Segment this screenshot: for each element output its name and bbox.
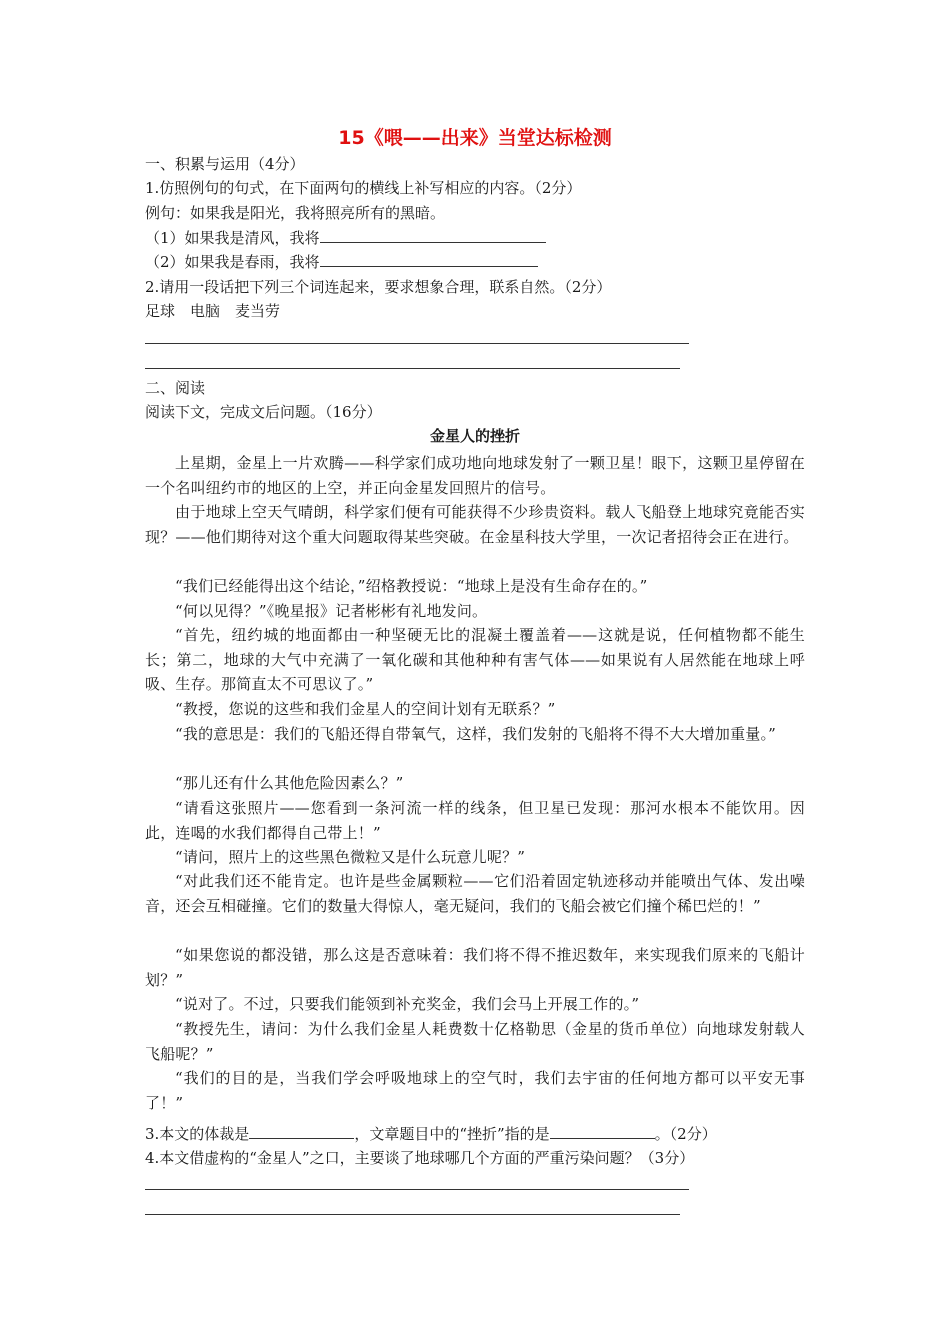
item-1 xyxy=(145,228,546,248)
story-paragraph: “我的意思是：我们的飞船还得自带氧气，这样，我们发射的飞船将不得不大大增加重量。” xyxy=(175,725,777,743)
question-3-part-a: 3.本文的体裁是 xyxy=(145,1125,250,1143)
story-paragraph: “请看这张照片——您看到一条河流一样的线条，但卫星已发现：那河水根本不能饮用。因此，连喝的水我们都得自己带上！” xyxy=(145,799,805,842)
story-paragraph: 上星期，金星上一片欢腾——科学家们成功地向地球发射了一颗卫星！眼下，这颗卫星停留在一个名叫纽约市的地区的上空，并正向金星发回照片的信号。 xyxy=(145,454,805,497)
story-paragraph: “何以见得？”《晚星报》记者彬彬有礼地发问。 xyxy=(175,602,488,620)
story-title: 金星人的挫折 xyxy=(429,427,520,445)
item-1-text: （1）如果我是清风，我将 xyxy=(145,229,320,247)
question-1: 1.仿照例句的句式，在下面两句的横线上补写相应的内容。（2分） xyxy=(145,179,582,197)
item-2 xyxy=(145,252,538,272)
question-3-part-c: 。（2分） xyxy=(654,1125,717,1143)
story-paragraph: “请问，照片上的这些黑色微粒又是什么玩意儿呢？” xyxy=(175,848,526,866)
story-paragraph: “我们的目的是，当我们学会呼吸地球上的空气时，我们去宇宙的任何地方都可以平安无事了！” xyxy=(145,1069,805,1112)
story-paragraph: “教授先生，请问：为什么我们金星人耗费数十亿格勒思（金星的货币单位）向地球发射载人飞船呢？” xyxy=(145,1020,805,1063)
question-4: 4.本文借虚构的“金星人”之口，主要谈了地球哪几个方面的严重污染问题？（3分） xyxy=(145,1149,695,1167)
story-paragraph: 由于地球上空天气晴朗，科学家们便有可能获得不少珍贵资料。载人飞船登上地球究竟能否实现？——他们期待对这个重大问题取得某些突破。在金星科技大学里，一次记者招待会正在进行。 xyxy=(145,503,805,546)
story-paragraph: “说对了。不过，只要我们能领到补充奖金，我们会马上开展工作的。” xyxy=(175,995,640,1013)
answer-blank-2[interactable] xyxy=(320,252,538,267)
example-sentence: 例句：如果我是阳光，我将照亮所有的黑暗。 xyxy=(145,204,446,222)
answer-line-q4-1[interactable] xyxy=(145,1189,689,1190)
item-2-text: （2）如果我是春雨，我将 xyxy=(145,253,320,271)
story-paragraph: “我们已经能得出这个结论，”绍格教授说：“地球上是没有生命存在的。” xyxy=(175,577,648,595)
answer-line-q2-1[interactable] xyxy=(145,343,689,344)
story-paragraph: “首先，纽约城的地面都由一种坚硬无比的混凝土覆盖着——这就是说，任何植物都不能生长；第二，地球的大气中充满了一氧化碳和其他种种有害气体——如果说有人居然能在地球上呼吸、生存。那简直太不可思议了。” xyxy=(145,626,805,693)
answer-line-q2-2[interactable] xyxy=(145,368,680,369)
word-list: 足球 电脑 麦当劳 xyxy=(145,302,281,320)
answer-blank-setback[interactable] xyxy=(550,1124,655,1139)
question-2: 2.请用一段话把下列三个词连起来，要求想象合理，联系自然。（2分） xyxy=(145,278,612,296)
page-title: 15《喂——出来》当堂达标检测 xyxy=(338,127,612,149)
story-paragraph: “那儿还有什么其他危险因素么？” xyxy=(175,774,404,792)
question-3-part-b: ，文章题目中的“挫折”指的是 xyxy=(354,1125,550,1143)
answer-blank-1[interactable] xyxy=(320,228,546,243)
answer-line-q4-2[interactable] xyxy=(145,1214,680,1215)
answer-blank-genre[interactable] xyxy=(249,1124,354,1139)
section2-heading: 二、阅读 xyxy=(145,379,206,397)
story-paragraph: “教授，您说的这些和我们金星人的空间计划有无联系？” xyxy=(175,700,556,718)
section1-heading: 一、积累与运用（4分） xyxy=(145,155,305,173)
question-3 xyxy=(145,1124,717,1144)
story-paragraph: “如果您说的都没错，那么这是否意味着：我们将不得不推迟数年，来实现我们原来的飞船计划？” xyxy=(145,946,805,989)
reading-instruction: 阅读下文，完成文后问题。（16分） xyxy=(145,403,382,421)
story-paragraph: “对此我们还不能肯定。也许是些金属颗粒——它们沿着固定轨迹移动并能喷出气体、发出噪音，还会互相碰撞。它们的数量大得惊人，毫无疑问，我们的飞船会被它们撞个稀巴烂的！” xyxy=(145,872,805,915)
